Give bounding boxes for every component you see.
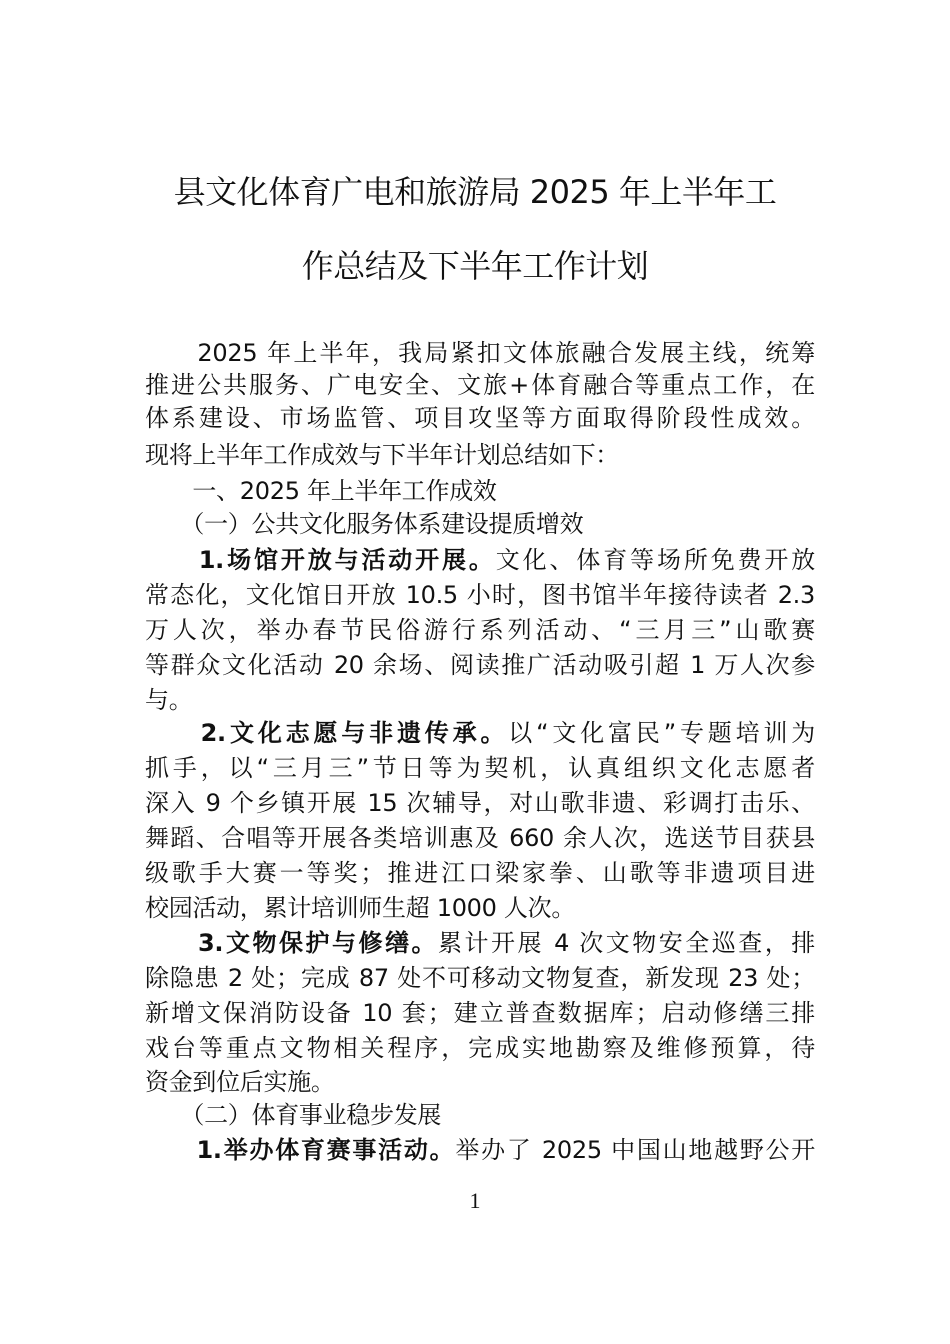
intro-line-2: 推进公共服务、广电安全、文旅+体育融合等重点工作，在: [145, 371, 815, 399]
subsection-heading-2: （二）体育事业稳步发展: [145, 1101, 442, 1129]
item-2-1-first-line: [145, 1135, 815, 1165]
item-1-1-text: 文化、体育等场所免费开放: [495, 546, 815, 574]
document-title-line-1: 县文化体育广电和旅游局 2025 年上半年工: [173, 173, 777, 211]
item-1-3-line: 除隐患 2 处；完成 87 处不可移动文物复查，新发现 23 处；: [145, 964, 815, 992]
item-1-1-heading: 1.场馆开放与活动开展。: [145, 546, 496, 574]
item-1-1-line: 万人次，举办春节民俗游行系列活动、“三月三”山歌赛: [145, 616, 815, 644]
item-1-3-line: 戏台等重点文物相关程序，完成实地勘察及维修预算，待: [145, 1034, 815, 1062]
item-1-2-line: 深入 9 个乡镇开展 15 次辅导，对山歌非遗、彩调打击乐、: [145, 789, 815, 817]
item-1-3-heading: 3.文物保护与修缮。: [145, 929, 439, 957]
item-1-1-line: 与。: [145, 686, 193, 714]
item-2-1-text: 举办了 2025 中国山地越野公开: [455, 1136, 815, 1164]
item-1-1-line: 等群众文化活动 20 余场、阅读推广活动吸引超 1 万人次参: [145, 651, 815, 679]
item-1-1-line: 常态化，文化馆日开放 10.5 小时，图书馆半年接待读者 2.3: [145, 581, 815, 609]
item-1-3-first-line: [145, 928, 815, 958]
item-1-3-text: 累计开展 4 次文物安全巡查，排: [438, 929, 815, 957]
page-number: 1: [469, 1188, 481, 1213]
item-1-3-line: 资金到位后实施。: [145, 1068, 335, 1096]
item-1-2-first-line: [145, 718, 815, 748]
section-heading-1: 一、2025 年上半年工作成效: [145, 477, 497, 505]
item-1-1-first-line: [145, 545, 815, 575]
subsection-heading-1: （一）公共文化服务体系建设提质增效: [145, 510, 584, 538]
intro-line-4: 现将上半年工作成效与下半年计划总结如下：: [145, 441, 619, 469]
item-1-2-line: 级歌手大赛一等奖；推进江口梁家拳、山歌等非遗项目进: [145, 859, 815, 887]
item-1-2-text: 以“文化富民”专题培训为: [508, 719, 815, 747]
item-1-2-line: 舞蹈、合唱等开展各类培训惠及 660 余人次，选送节目获县: [145, 824, 815, 852]
item-1-2-line: 抓手，以“三月三”节日等为契机，认真组织文化志愿者: [145, 754, 815, 782]
document-title-line-2: 作总结及下半年工作计划: [301, 247, 649, 285]
intro-line-3: 体系建设、市场监管、项目攻坚等方面取得阶段性成效。: [145, 404, 815, 432]
item-1-2-heading: 2.文化志愿与非遗传承。: [145, 719, 509, 747]
intro-line-1: 2025 年上半年，我局紧扣文体旅融合发展主线，统筹: [145, 339, 815, 367]
item-1-2-line: 校园活动，累计培训师生超 1000 人次。: [145, 894, 576, 922]
item-1-3-line: 新增文保消防设备 10 套；建立普查数据库；启动修缮三排: [145, 999, 815, 1027]
item-2-1-heading: 1.举办体育赛事活动。: [145, 1136, 456, 1164]
